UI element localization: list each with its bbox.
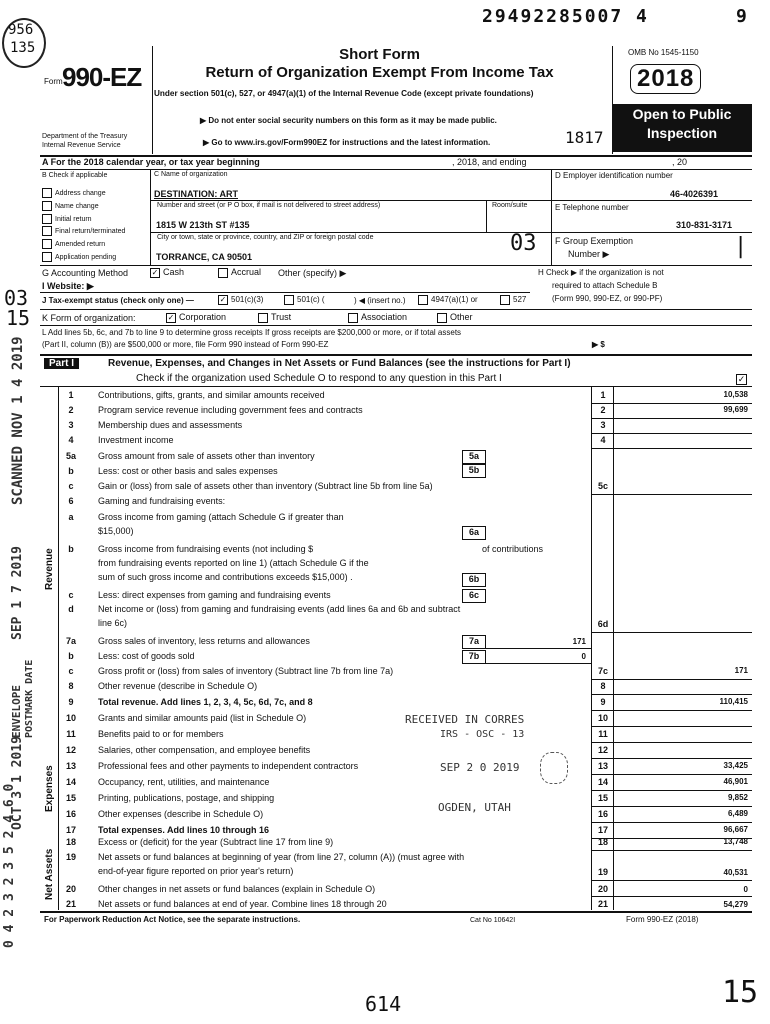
street-label: Number and street (or P O box, if mail is not delivered to street address) bbox=[157, 202, 381, 209]
side-label-expenses: Expenses bbox=[44, 765, 55, 812]
line-6a-text1: Gross income from gaming (attach Schedule G if greater than bbox=[98, 512, 344, 522]
initial-return-checkbox[interactable] bbox=[42, 214, 52, 224]
ein-value[interactable]: 46-4026391 bbox=[670, 189, 719, 199]
j-501c3: ✓ 501(c)(3) bbox=[219, 295, 264, 305]
line-17: 17 Total expenses. Add lines 10 through 16 17 96,667 bbox=[65, 825, 748, 835]
line-9: 9 Total revenue. Add lines 1, 2, 3, 4, 5c, 6d, 7c, and 8 9 110,415 bbox=[68, 697, 748, 707]
line-6c-text: Less: direct expenses from gaming and fundraising events bbox=[98, 590, 331, 600]
amended-return-checkbox[interactable] bbox=[42, 239, 52, 249]
margin-handwritten-15: 15 bbox=[6, 306, 31, 330]
stamp-envelope: ENVELOPE bbox=[10, 685, 23, 738]
city-state-zip[interactable]: TORRANCE, CA 90501 bbox=[156, 252, 253, 262]
cash-checkbox[interactable]: ✓ bbox=[151, 267, 159, 277]
line-6b-text3: sum of such gross income and contributions exceeds $15,000) . bbox=[98, 572, 353, 582]
line-2: 2 Program service revenue including government fees and contracts 2 99,699 bbox=[68, 405, 748, 415]
527-checkbox[interactable] bbox=[500, 295, 510, 305]
line-21-amount[interactable]: 54,279 bbox=[723, 900, 748, 909]
b-address-change: Address change bbox=[42, 188, 106, 198]
form-subtitle: Under section 501(c), 527, or 4947(a)(1) of the Internal Revenue Code (except private foundations) bbox=[154, 89, 534, 98]
form-word: Form bbox=[44, 77, 63, 86]
form-title: Return of Organization Exempt From Income Tax bbox=[205, 64, 554, 81]
line-h-text1: H Check ▶ if the organization is not bbox=[538, 268, 664, 277]
line-14: 14 Occupancy, rent, utilities, and maintenance 14 46,901 bbox=[65, 777, 748, 787]
line-8: 8 Other revenue (describe in Schedule O) 8 bbox=[68, 681, 606, 691]
line-6b-text1b: of contributions bbox=[482, 544, 544, 554]
stamp-postmark: POSTMARK DATE bbox=[24, 659, 35, 738]
line-7a-amount[interactable]: 171 bbox=[572, 637, 586, 646]
501c3-checkbox[interactable]: ✓ bbox=[219, 295, 227, 304]
ln-6d: 6d bbox=[597, 619, 609, 629]
line-19-text1: Net assets or fund balances at beginning of year (from line 27, column (A)) (must agree with bbox=[98, 852, 465, 862]
other-org-checkbox[interactable] bbox=[437, 313, 447, 323]
association-checkbox[interactable] bbox=[348, 313, 358, 323]
k-association: Association bbox=[348, 312, 407, 323]
stamp-oct: OCT 3 1 2019 bbox=[10, 736, 25, 830]
stamp-irs-osc: IRS - OSC - 13 bbox=[440, 729, 525, 740]
line-amount[interactable]: 9,852 bbox=[727, 793, 748, 802]
paperwork-notice: For Paperwork Reduction Act Notice, see the separate instructions. bbox=[44, 915, 301, 924]
address-change-checkbox[interactable] bbox=[42, 188, 52, 198]
line-a-label: A For the 2018 calendar year, or tax year beginning bbox=[42, 157, 260, 167]
b-initial-return: Initial return bbox=[42, 214, 92, 224]
line-6: 6 Gaming and fundraising events: bbox=[68, 496, 226, 506]
ssn-warning: ▶ Do not enter social security numbers on this form as it may be made public. bbox=[200, 116, 497, 125]
organization-name[interactable]: DESTINATION: ART bbox=[154, 189, 238, 199]
accrual-checkbox[interactable] bbox=[218, 268, 228, 278]
stamp-sep: SEP 1 7 2019 bbox=[10, 546, 25, 640]
catalog-number: Cat No 10642I bbox=[470, 917, 516, 924]
line-4: 4 Investment income 4 bbox=[68, 435, 606, 445]
line-19-amount[interactable]: 40,531 bbox=[723, 868, 748, 877]
form-title-short: Short Form bbox=[339, 46, 420, 63]
line-20-text: Other changes in net assets or fund balances (explain in Schedule O) bbox=[98, 884, 376, 894]
document-locator-number: 29492285007 4 bbox=[482, 6, 649, 27]
box-6c: 6c bbox=[462, 589, 486, 603]
stamp-scanned: SCANNED NOV 1 4 2019 bbox=[10, 336, 26, 505]
open-to-public-line1: Open to Public bbox=[632, 106, 732, 122]
handwritten-614: 614 bbox=[365, 992, 402, 1016]
line-f-label: F Group Exemption bbox=[555, 236, 634, 246]
line-7b-text: Less: cost of goods sold bbox=[98, 651, 195, 661]
j-4947: 4947(a)(1) or bbox=[418, 295, 478, 305]
line-amount[interactable]: 110,415 bbox=[719, 697, 748, 706]
line-l-text1: L Add lines 5b, 6c, and 7b to line 9 to determine gross receipts If gross receipts are $200,000 or more, or if total assets bbox=[42, 328, 462, 337]
street-address[interactable]: 1815 W 213th ST #135 bbox=[156, 220, 250, 230]
line-6b-text1: Gross income from fundraising events (not including $ bbox=[98, 544, 314, 554]
k-corporation: ✓ Corporation bbox=[167, 312, 227, 322]
box-5b: 5b bbox=[462, 464, 486, 478]
line-6d-text2: line 6c) bbox=[98, 618, 128, 628]
stamp-ogden: OGDEN, UTAH bbox=[438, 801, 511, 814]
name-change-checkbox[interactable] bbox=[42, 201, 52, 211]
side-label-revenue: Revenue bbox=[44, 548, 55, 590]
form-footer: Form 990-EZ (2018) bbox=[626, 915, 699, 924]
g-other: Other (specify) ▶ bbox=[278, 268, 347, 278]
goto-instructions: ▶ Go to www.irs.gov/Form990EZ for instructions and the latest information. bbox=[203, 138, 491, 147]
margin-mark: | bbox=[734, 234, 748, 259]
line-f-label2: Number ▶ bbox=[568, 249, 610, 259]
handwritten-note: 1817 bbox=[565, 128, 604, 147]
circle-stamp-bottom: 135 bbox=[10, 40, 36, 56]
line-18: 18 Excess or (deficit) for the year (Subtract line 17 from line 9) 18 13,748 bbox=[65, 837, 748, 847]
line-l-text2: (Part II, column (B)) are $500,000 or more, file Form 990 instead of Form 990-EZ bbox=[42, 340, 329, 349]
line-d-label: D Employer identification number bbox=[555, 171, 673, 180]
line-g-label: G Accounting Method bbox=[42, 268, 129, 278]
j-501c: 501(c) ( bbox=[284, 295, 325, 305]
form-number: 990-EZ bbox=[62, 62, 142, 92]
schedule-o-check-text: Check if the organization used Schedule O to respond to any question in this Part I bbox=[136, 373, 502, 384]
stamp-received: RECEIVED IN CORRES bbox=[405, 713, 525, 726]
g-accrual: Accrual bbox=[218, 267, 261, 278]
department-line1: Department of the Treasury bbox=[42, 133, 128, 140]
room-label: Room/suite bbox=[492, 202, 528, 209]
line-5c: c Gain or (loss) from sale of assets other than inventory (Subtract line 5b from line 5a) 5c bbox=[68, 481, 608, 491]
line-15: 15 Printing, publications, postage, and shipping 15 9,852 bbox=[65, 793, 748, 803]
line-l-arrow: ▶ $ bbox=[592, 340, 605, 349]
line-h-text3: (Form 990, 990-EZ, or 990-PF) bbox=[552, 294, 663, 303]
box-6b: 6b bbox=[462, 573, 486, 587]
k-other: Other bbox=[437, 312, 473, 323]
open-to-public-line2: Inspection bbox=[646, 125, 717, 141]
line-13: 13 Professional fees and other payments to independent contractors 13 33,425 bbox=[65, 761, 748, 771]
stamp-side-dln: 0 4 2 3 2 3 5 2 4 6 0 bbox=[2, 783, 17, 948]
box-7a: 7a bbox=[462, 635, 486, 649]
box-7b: 7b bbox=[462, 650, 486, 664]
application-pending-checkbox[interactable] bbox=[42, 252, 52, 262]
irs-seal-icon bbox=[540, 752, 568, 784]
b-application-pending: Application pending bbox=[42, 252, 116, 262]
line-6b-text2: from fundraising events reported on line 1) (attach Schedule G if the bbox=[98, 558, 369, 568]
line-5a: 5a Gross amount from sale of assets other than inventory bbox=[65, 451, 315, 461]
line-j-label: J Tax-exempt status (check only one) — bbox=[42, 296, 194, 305]
line-20-amount[interactable]: 0 bbox=[743, 885, 748, 894]
line-a-end: , 20 bbox=[672, 157, 688, 167]
line-k-label: K Form of organization: bbox=[42, 313, 136, 323]
line-e-label: E Telephone number bbox=[555, 203, 629, 212]
line-6a-text2: $15,000) bbox=[98, 526, 134, 536]
line-amount[interactable]: 13,748 bbox=[723, 837, 748, 846]
b-final-return: Final return/terminated bbox=[42, 226, 125, 236]
line-amount[interactable]: 171 bbox=[734, 666, 748, 675]
line-5b: b Less: cost or other basis and sales expenses bbox=[68, 466, 278, 476]
line-19-text2: end-of-year figure reported on prior year's return) bbox=[98, 866, 294, 876]
stamp-date: SEP 2 0 2019 bbox=[440, 761, 520, 774]
box-5a: 5a bbox=[462, 450, 486, 464]
part-1-tag: Part I bbox=[44, 358, 79, 369]
4947-checkbox[interactable] bbox=[418, 295, 428, 305]
line-amount[interactable]: 46,901 bbox=[723, 777, 748, 786]
trust-checkbox[interactable] bbox=[258, 313, 268, 323]
b-amended-return: Amended return bbox=[42, 239, 105, 249]
line-1: 1 Contributions, gifts, grants, and similar amounts received 1 10,538 bbox=[68, 390, 748, 400]
line-amount[interactable]: 33,425 bbox=[723, 761, 748, 770]
g-cash: ✓ Cash bbox=[151, 267, 185, 277]
box-6a: 6a bbox=[462, 526, 486, 540]
k-trust: Trust bbox=[258, 312, 291, 323]
line-h-text2: required to attach Schedule B bbox=[552, 281, 658, 290]
document-locator-suffix: 9 bbox=[736, 6, 747, 27]
city-label: City or town, state or province, country, and ZIP or foreign postal code bbox=[157, 234, 374, 241]
side-label-net-assets: Net Assets bbox=[44, 848, 55, 900]
part-1-title: Revenue, Expenses, and Changes in Net Assets or Fund Balances (see the instructions for Part I) bbox=[108, 358, 571, 369]
b-name-change: Name change bbox=[42, 201, 99, 211]
line-11: 11 Benefits paid to or for members 11 bbox=[66, 729, 608, 739]
schedule-o-checkbox[interactable]: ✓ bbox=[737, 374, 746, 384]
line-10: 10 Grants and similar amounts paid (list in Schedule O) 10 bbox=[65, 713, 608, 723]
line-3: 3 Membership dues and assessments 3 bbox=[68, 420, 606, 430]
line-c-label: C Name of organization bbox=[154, 171, 228, 178]
line-7b-amount[interactable]: 0 bbox=[581, 652, 586, 661]
line-21-text: Net assets or fund balances at end of year. Combine lines 18 through 20 bbox=[98, 899, 387, 909]
line-12: 12 Salaries, other compensation, and employee benefits 12 bbox=[65, 745, 608, 755]
department-line2: Internal Revenue Service bbox=[42, 142, 121, 149]
j-insert: ) ◀ (insert no.) bbox=[354, 296, 406, 305]
line-amount[interactable]: 96,667 bbox=[723, 825, 748, 834]
tax-year: 2018 bbox=[630, 64, 701, 94]
501c-checkbox[interactable] bbox=[284, 295, 294, 305]
line-7a-text: Gross sales of inventory, less returns and allowances bbox=[98, 636, 310, 646]
line-amount[interactable]: 6,489 bbox=[727, 809, 748, 818]
margin-handwritten-03: 03 bbox=[4, 286, 29, 310]
circle-stamp-top: 956 bbox=[8, 22, 34, 38]
j-527: 527 bbox=[500, 295, 526, 305]
handwritten-15: 15 bbox=[722, 975, 759, 1010]
line-6d-text1: Net income or (loss) from gaming and fundraising events (add lines 6a and 6b and subtract bbox=[98, 604, 461, 614]
omb-number: OMB No 1545-1150 bbox=[628, 48, 699, 57]
handwritten-03: 03 bbox=[510, 231, 537, 256]
line-a-mid: , 2018, and ending bbox=[452, 157, 527, 167]
line-7c: c Gross profit or (loss) from sales of inventory (Subtract line 7b from line 7a) 7c 171 bbox=[68, 666, 748, 676]
line-b-label: B Check if applicable bbox=[42, 172, 108, 179]
final-return-checkbox[interactable] bbox=[42, 226, 52, 236]
line-i-label: I Website: ▶ bbox=[42, 281, 94, 291]
corporation-checkbox[interactable]: ✓ bbox=[167, 312, 175, 322]
telephone-value[interactable]: 310-831-3171 bbox=[676, 220, 733, 230]
line-16: 16 Other expenses (describe in Schedule O) 16 6,489 bbox=[65, 809, 748, 819]
